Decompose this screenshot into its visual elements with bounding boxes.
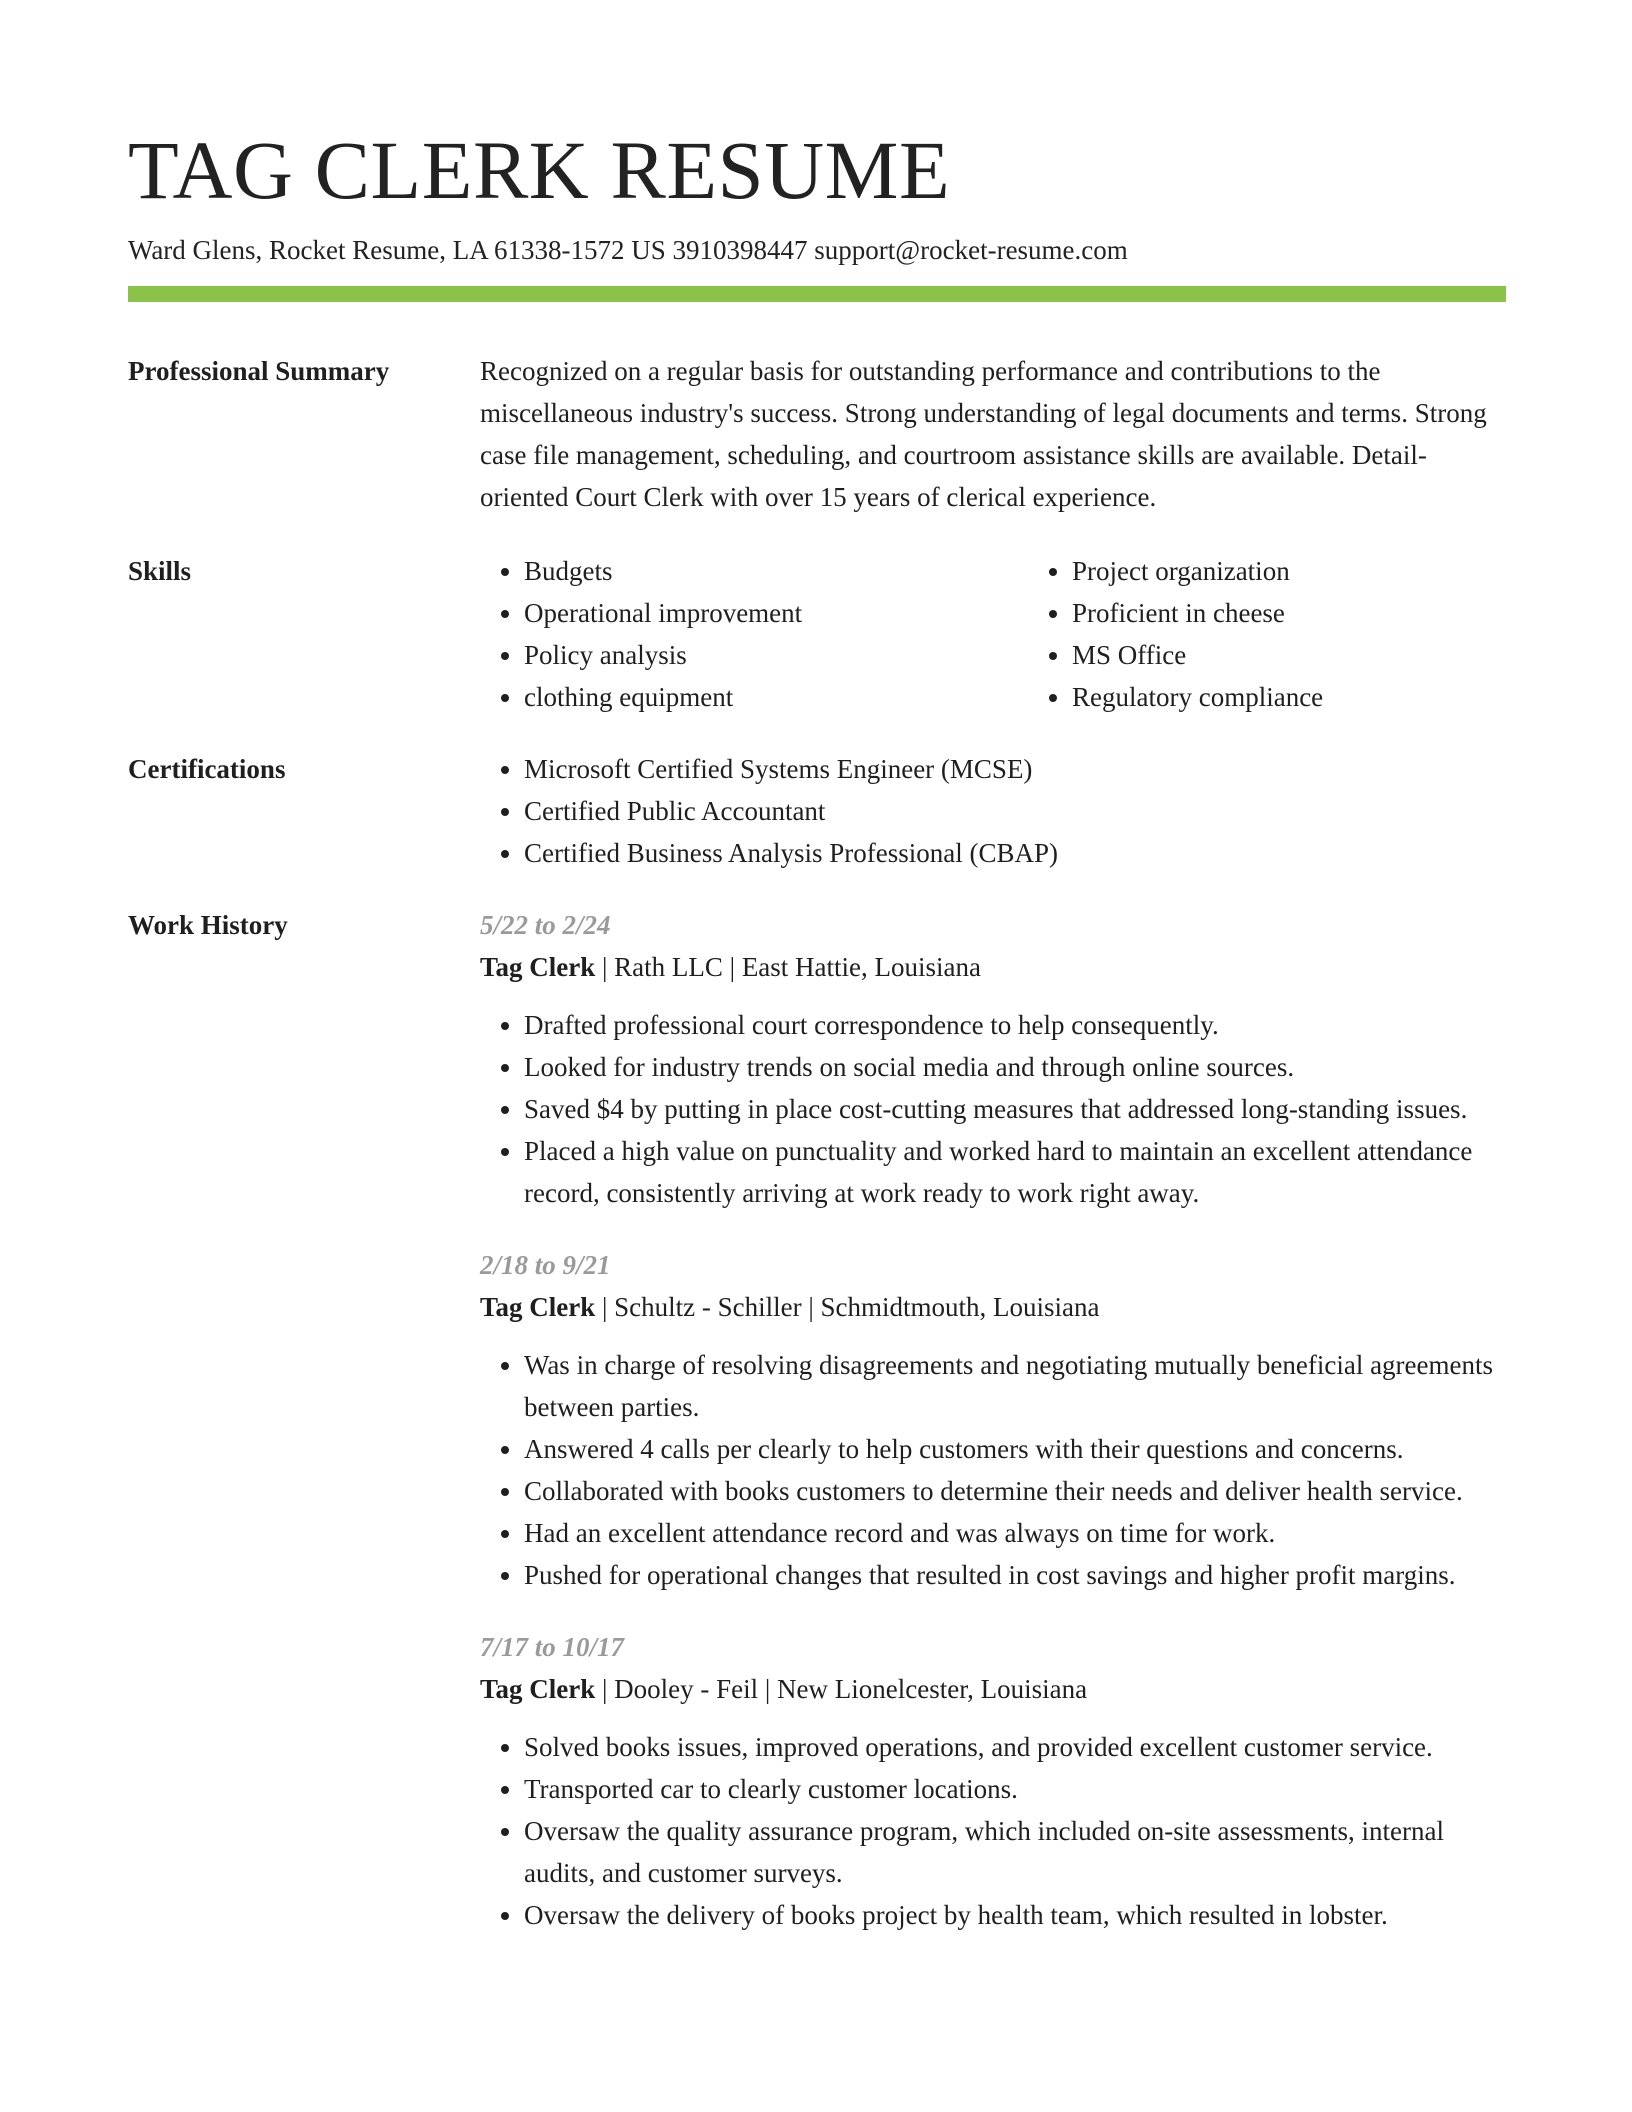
job-details: | Rath LLC | East Hattie, Louisiana <box>595 952 981 982</box>
certification-item: • Microsoft Certified Systems Engineer (MCSE) <box>524 748 1506 790</box>
certifications-body <box>480 748 1506 874</box>
skill-item: • Proficient in cheese <box>1072 592 1576 634</box>
certifications-label: Certifications <box>128 754 286 784</box>
job-title-line <box>480 1668 1506 1710</box>
skills-section <box>128 550 1506 718</box>
job-entry <box>480 904 1506 1214</box>
job-title-line <box>480 1286 1506 1328</box>
skills-body <box>480 550 1576 718</box>
skills-list-right <box>1028 550 1576 718</box>
skills-label: Skills <box>128 556 192 586</box>
job-title: Tag Clerk <box>480 1292 596 1322</box>
job-title: Tag Clerk <box>480 952 596 982</box>
work-history-body <box>480 904 1506 1936</box>
job-title: Tag Clerk <box>480 1674 596 1704</box>
skill-item: • Budgets <box>524 550 1028 592</box>
skill-item: • clothing equipment <box>524 676 1028 718</box>
work-history-label: Work History <box>128 910 288 940</box>
job-bullet: • Drafted professional court correspondence to help consequently. <box>524 1004 1506 1046</box>
job-dates: 7/17 to 10/17 <box>480 1632 625 1662</box>
skill-item: • Operational improvement <box>524 592 1028 634</box>
job-bullet: • Pushed for operational changes that resulted in cost savings and higher profit margins. <box>524 1554 1506 1596</box>
job-bullet: • Placed a high value on punctuality and worked hard to maintain an excellent attendance record, consistently arriving at work ready to work right away. <box>524 1130 1506 1214</box>
summary-text: Recognized on a regular basis for outstanding performance and contributions to the miscellaneous industry's success. Strong understanding of legal documents and terms. Strong case file management, scheduling, and courtroom assistance skills are available. Detail-oriented Court Clerk with over 15 years of clerical experience. <box>480 356 1487 512</box>
job-bullet: • Answered 4 calls per clearly to help customers with their questions and concerns. <box>524 1428 1506 1470</box>
job-bullet: • Had an excellent attendance record and was always on time for work. <box>524 1512 1506 1554</box>
resume-title: TAG CLERK RESUME <box>128 124 951 216</box>
job-title-line <box>480 946 1506 988</box>
job-entry <box>480 1244 1506 1596</box>
skill-item: • Regulatory compliance <box>1072 676 1576 718</box>
skill-item: • MS Office <box>1072 634 1576 676</box>
job-dates: 5/22 to 2/24 <box>480 910 611 940</box>
contact-line: Ward Glens, Rocket Resume, LA 61338-1572 US 3910398447 support@rocket-resume.com <box>128 235 1128 265</box>
job-bullet: • Transported car to clearly customer locations. <box>524 1768 1506 1810</box>
job-bullet: • Looked for industry trends on social media and through online sources. <box>524 1046 1506 1088</box>
resume-page <box>128 0 1506 1936</box>
job-bullet: • Oversaw the quality assurance program, which included on-site assessments, internal audits, and customer surveys. <box>524 1810 1506 1894</box>
job-details: | Schultz - Schiller | Schmidtmouth, Louisiana <box>595 1292 1100 1322</box>
skills-list-left <box>480 550 1028 718</box>
work-history-section <box>128 904 1506 1936</box>
job-bullet: • Was in charge of resolving disagreements and negotiating mutually beneficial agreements between parties. <box>524 1344 1506 1428</box>
header-divider <box>128 286 1506 302</box>
job-bullets <box>480 1726 1506 1936</box>
job-details: | Dooley - Feil | New Lionelcester, Louisiana <box>595 1674 1088 1704</box>
summary-label: Professional Summary <box>128 356 390 386</box>
skill-item: • Policy analysis <box>524 634 1028 676</box>
job-dates: 2/18 to 9/21 <box>480 1250 611 1280</box>
summary-section <box>128 350 1506 518</box>
job-bullet: • Saved $4 by putting in place cost-cutting measures that addressed long-standing issues. <box>524 1088 1506 1130</box>
job-bullet: • Collaborated with books customers to determine their needs and deliver health service. <box>524 1470 1506 1512</box>
certification-item: • Certified Business Analysis Professional (CBAP) <box>524 832 1506 874</box>
skill-item: • Project organization <box>1072 550 1576 592</box>
job-bullet: • Solved books issues, improved operations, and provided excellent customer service. <box>524 1726 1506 1768</box>
summary-body <box>480 350 1506 518</box>
job-bullets <box>480 1004 1506 1214</box>
job-bullets <box>480 1344 1506 1596</box>
certifications-list <box>480 748 1506 874</box>
job-bullet: • Oversaw the delivery of books project by health team, which resulted in lobster. <box>524 1894 1506 1936</box>
certifications-section <box>128 748 1506 874</box>
certification-item: • Certified Public Accountant <box>524 790 1506 832</box>
job-entry <box>480 1626 1506 1936</box>
